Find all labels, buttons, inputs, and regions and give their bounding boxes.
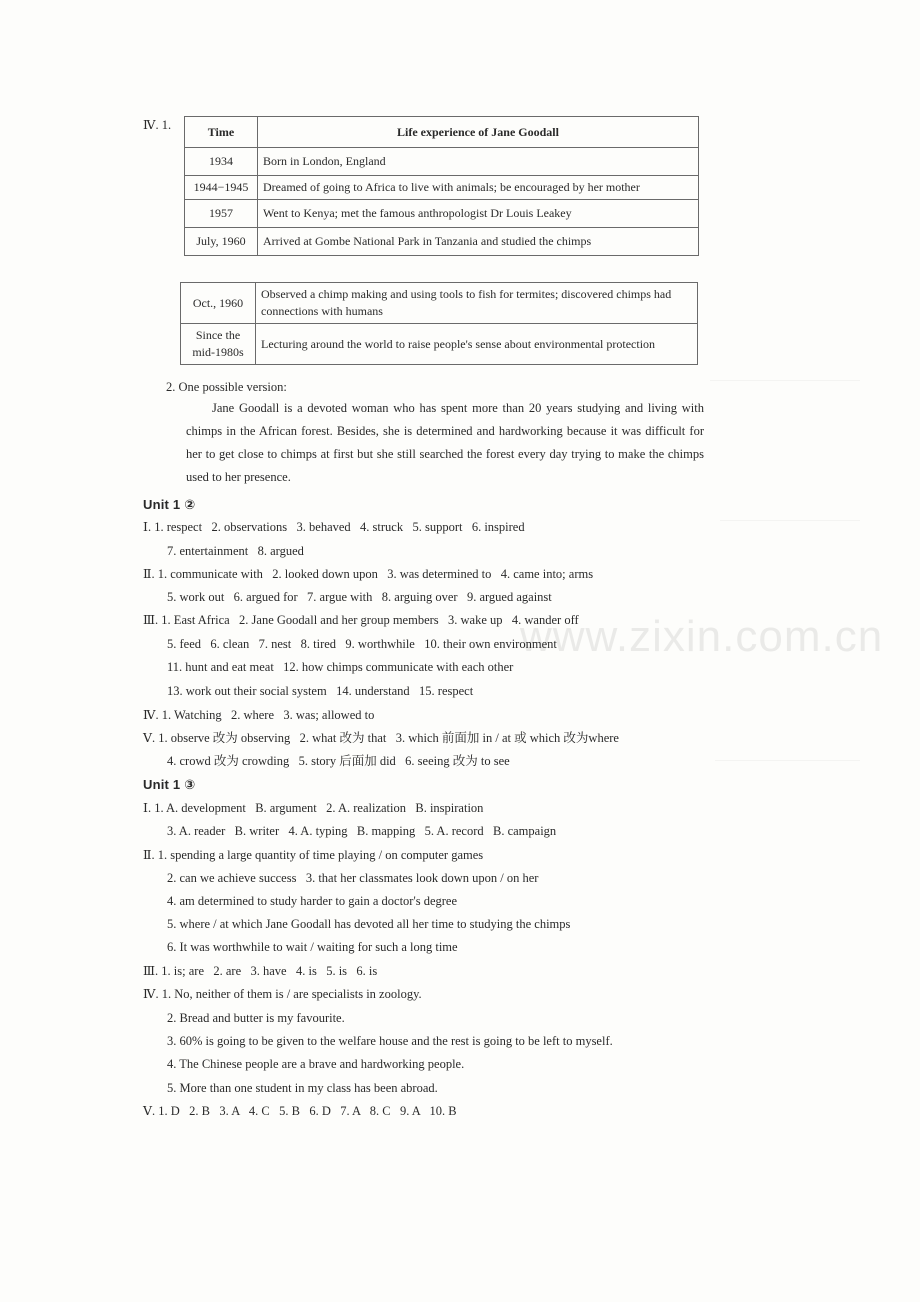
row-event: Arrived at Gombe National Park in Tanzania and studied the chimps [258, 228, 699, 256]
answer-line: 11. hunt and eat meat 12. how chimps communicate with each other [167, 660, 514, 674]
scan-artifact [710, 380, 860, 381]
row-event: Born in London, England [258, 148, 699, 176]
row-event: Went to Kenya; met the famous anthropologist Dr Louis Leakey [258, 200, 699, 228]
answer-line: 7. entertainment 8. argued [167, 544, 304, 558]
answer-line: 2. Bread and butter is my favourite. [167, 1011, 345, 1025]
answer-line: 2. can we achieve success 3. that her classmates look down upon / on her [167, 871, 539, 885]
table-header-row [185, 117, 699, 148]
row-event: Lecturing around the world to raise people's sense about environmental protection [256, 324, 698, 365]
table-row [181, 324, 698, 365]
section-label-iv: Ⅳ. 1. [143, 118, 172, 132]
answer-line: 6. It was worthwhile to wait / waiting for such a long time [167, 940, 458, 954]
table-row [185, 148, 699, 176]
answer-line: Ⅴ. 1. observe 改为 observing 2. what 改为 that 3. which 前面加 in / at 或 which 改为where [143, 731, 619, 745]
row-time: 1944−1945 [185, 176, 258, 200]
row-time: 1957 [185, 200, 258, 228]
answer-line: Ⅰ. 1. A. development B. argument 2. A. realization B. inspiration [143, 801, 484, 815]
answer-line: Ⅱ. 1. spending a large quantity of time playing / on computer games [143, 848, 484, 862]
answer-line: 4. The Chinese people are a brave and hardworking people. [167, 1057, 465, 1071]
answer-line: 3. A. reader B. writer 4. A. typing B. mapping 5. A. record B. campaign [167, 824, 557, 838]
item2-paragraph: Jane Goodall is a devoted woman who has spent more than 20 years studying and living with chimps in the African forest. Besides, she is determined and hardworking because it was difficult for her to get close to chimps at first but she still searched the forest every day trying to make the chimps used to her presence. [186, 401, 704, 484]
answer-line: Ⅲ. 1. is; are 2. are 3. have 4. is 5. is 6. is [143, 964, 378, 978]
answer-line: 13. work out their social system 14. understand 15. respect [167, 684, 474, 698]
header-life-experience: Life experience of Jane Goodall [258, 117, 699, 148]
row-event: Dreamed of going to Africa to live with animals; be encouraged by her mother [258, 176, 699, 200]
answer-line: 5. work out 6. argued for 7. argue with 8. arguing over 9. argued against [167, 590, 552, 604]
life-experience-table [184, 116, 699, 256]
table-row [185, 200, 699, 228]
row-time: 1934 [185, 148, 258, 176]
answer-line: 4. crowd 改为 crowding 5. story 后面加 did 6. seeing 改为 to see [167, 754, 510, 768]
table-row [185, 176, 699, 200]
row-event: Observed a chimp making and using tools to fish for termites; discovered chimps had connections with humans [256, 283, 698, 324]
answer-line: Ⅱ. 1. communicate with 2. looked down upon 3. was determined to 4. came into; arms [143, 567, 594, 581]
row-time: July, 1960 [185, 228, 258, 256]
table-row [181, 283, 698, 324]
life-experience-table-continued [180, 282, 698, 365]
row-time: Oct., 1960 [181, 283, 256, 324]
unit1-2-heading: Unit 1 ② [143, 497, 196, 512]
item2-label: 2. One possible version: [166, 380, 287, 394]
answer-line: 3. 60% is going to be given to the welfare house and the rest is going to be left to myself. [167, 1034, 613, 1048]
answer-line: Ⅰ. 1. respect 2. observations 3. behaved 4. struck 5. support 6. inspired [143, 520, 525, 534]
unit1-3-heading: Unit 1 ③ [143, 777, 196, 792]
header-time: Time [185, 117, 258, 148]
row-time: Since the mid-1980s [181, 324, 256, 365]
answer-line: 4. am determined to study harder to gain a doctor's degree [167, 894, 458, 908]
answer-line: 5. feed 6. clean 7. nest 8. tired 9. worthwhile 10. their own environment [167, 637, 557, 651]
answer-line: 5. More than one student in my class has been abroad. [167, 1081, 438, 1095]
watermark: www.zixin.com.cn [520, 612, 884, 661]
scan-artifact [720, 520, 860, 521]
scan-artifact [715, 760, 860, 761]
answer-line: Ⅳ. 1. Watching 2. where 3. was; allowed to [143, 708, 375, 722]
answer-line: Ⅲ. 1. East Africa 2. Jane Goodall and her group members 3. wake up 4. wander off [143, 613, 579, 627]
answer-line: 5. where / at which Jane Goodall has devoted all her time to studying the chimps [167, 917, 571, 931]
answer-line: Ⅴ. 1. D 2. B 3. A 4. C 5. B 6. D 7. A 8. C 9. A 10. B [143, 1104, 457, 1118]
table-row [185, 228, 699, 256]
answer-line: Ⅳ. 1. No, neither of them is / are specialists in zoology. [143, 987, 422, 1001]
